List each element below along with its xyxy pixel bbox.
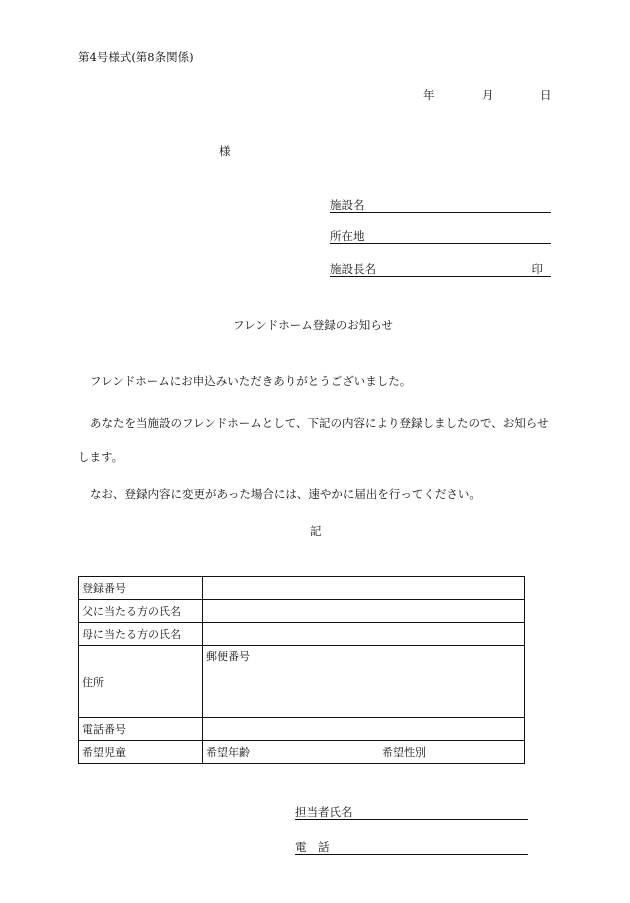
date-month: 月	[482, 88, 494, 102]
facility-director-label: 施設長名	[330, 262, 376, 276]
form-number: 第4号様式(第8条関係)	[78, 50, 194, 64]
paragraph-registered	[78, 406, 558, 474]
desired-age-label: 希望年齢	[206, 746, 250, 759]
facility-name-field[interactable]	[330, 198, 551, 213]
address-value[interactable]	[203, 646, 525, 718]
facility-location-label: 所在地	[330, 229, 365, 243]
contact-person-label: 担当者氏名	[295, 805, 353, 819]
facility-location-field[interactable]	[330, 229, 551, 244]
phone-number-value[interactable]	[203, 718, 525, 741]
paragraph-registered-text: あなたを当施設のフレンドホームとして、下記の内容により登録しましたので、お知らせします。	[78, 416, 549, 464]
registration-number-value[interactable]	[203, 577, 525, 600]
table-row	[79, 646, 525, 718]
registration-number-label: 登録番号	[79, 577, 203, 600]
paragraph-thanks-text: フレンドホームにお申込みいただきありがとうございました。	[90, 374, 412, 388]
paragraph-notice	[78, 477, 558, 511]
desired-child-value[interactable]	[203, 741, 525, 764]
date-day: 日	[540, 88, 552, 102]
seal-mark: 印	[531, 262, 543, 276]
addressee-suffix: 様	[219, 144, 231, 158]
paragraph-notice-text: なお、登録内容に変更があった場合には、速やかに届出を行ってください。	[90, 487, 481, 501]
mother-name-label: 母に当たる方の氏名	[79, 623, 203, 646]
father-name-label: 父に当たる方の氏名	[79, 600, 203, 623]
document-title: フレンドホーム登録のお知らせ	[233, 318, 393, 332]
contact-person-field[interactable]	[295, 805, 528, 820]
table-row	[79, 577, 525, 600]
paragraph-thanks	[78, 364, 558, 398]
table-row	[79, 741, 525, 764]
desired-gender-label: 希望性別	[382, 746, 426, 759]
registration-table	[78, 576, 525, 764]
address-label: 住所	[79, 646, 203, 718]
contact-phone-field[interactable]	[295, 840, 528, 855]
contact-phone-label: 電 話	[295, 840, 330, 854]
desired-child-label: 希望児童	[79, 741, 203, 764]
postal-code-label: 郵便番号	[206, 650, 250, 663]
table-row	[79, 600, 525, 623]
table-row	[79, 623, 525, 646]
date-year: 年	[423, 88, 435, 102]
table-row	[79, 718, 525, 741]
facility-director-field[interactable]	[330, 262, 551, 277]
ki-heading: 記	[310, 524, 322, 538]
phone-number-label: 電話番号	[79, 718, 203, 741]
father-name-value[interactable]	[203, 600, 525, 623]
mother-name-value[interactable]	[203, 623, 525, 646]
facility-name-label: 施設名	[330, 198, 365, 212]
